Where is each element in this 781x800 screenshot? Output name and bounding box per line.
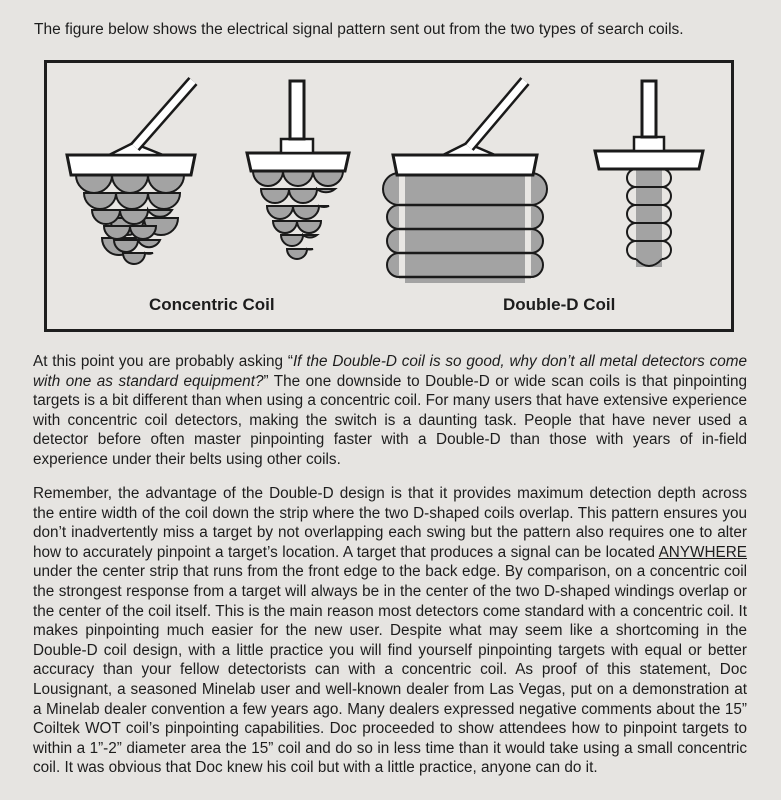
p1-question: If the Double-D coil is so good, why don’t all metal detectors come with one as standard equipment? — [33, 353, 747, 390]
p1-rest: ” The one downside to Double-D or wide scan coils is that pinpointing targets is a bit different than when using a concentric coil. For many users that have extensive experience with concentric coil detectors, making the switch is a daunting task. People that have never used a detector before often master pinpointing faster with a Double-D than those with years of in-field experience under their belts using other coils. — [33, 372, 747, 468]
coil-diagrams — [47, 63, 731, 329]
search-coil-figure — [44, 60, 734, 332]
concentric-coil-label: Concentric Coil — [149, 295, 275, 314]
p2-part2: under the center strip that runs from the front edge to the back edge. By comparison, on a concentric coil the strongest response from a target will always be in the center of the two D-shaped windings overlap or the center of the coil itself. This is the main reason most detectors come standard with a concentric coil. It makes pinpointing much easier for the new user. Despite what may seem like a shortcoming in the Double-D coil design, with a little practice you will find yourself pinpointing targets with equal or better accuracy than your fellow detectorists can with a concentric coil. As proof of this statement, Doc Lousignant, a seasoned Minelab user and well-known dealer from Las Vegas, put on a demonstration at a Minelab dealer convention a few years ago. Many dealers expressed negative comments about the 15” Coiltek WOT coil’s pinpointing capabilities. Doc proceeded to show attendees how to pinpoint targets to within a 1”-2” diameter area the 15” coil and do so in less time than it would take using a small concentric coil. It was obvious that Doc knew his coil but with a little practice, anyone can do it. — [33, 563, 747, 777]
paragraph-pinpointing-question — [33, 352, 747, 470]
figure-caption: The figure below shows the electrical signal pattern sent out from the two types of search coils. — [34, 21, 684, 38]
p1-lead: At this point you are probably asking “ — [33, 353, 293, 370]
p2-part1: Remember, the advantage of the Double-D design is that it provides maximum detection depth across the entire width of the coil down the strip where the two D-shaped coils overlap. This pattern ensures you don’t inadvertently miss a target by not overlapping each swing but the pattern also requires one to alter how to accurately pinpoint a target’s location. A target that produces a signal can be located — [33, 485, 747, 561]
double-d-coil-vertical — [595, 81, 703, 267]
p2-emphasis: ANYWHERE — [658, 543, 747, 561]
signal-pattern-column — [627, 169, 671, 267]
signal-pattern-cone — [76, 175, 184, 264]
signal-pattern-cone-narrow — [253, 171, 343, 259]
paragraph-double-d-advantage — [33, 484, 747, 778]
double-d-coil-label: Double-D Coil — [503, 295, 616, 314]
concentric-coil-tilted — [67, 81, 195, 264]
double-d-coil-tilted — [383, 81, 547, 283]
concentric-coil-vertical — [247, 81, 349, 259]
